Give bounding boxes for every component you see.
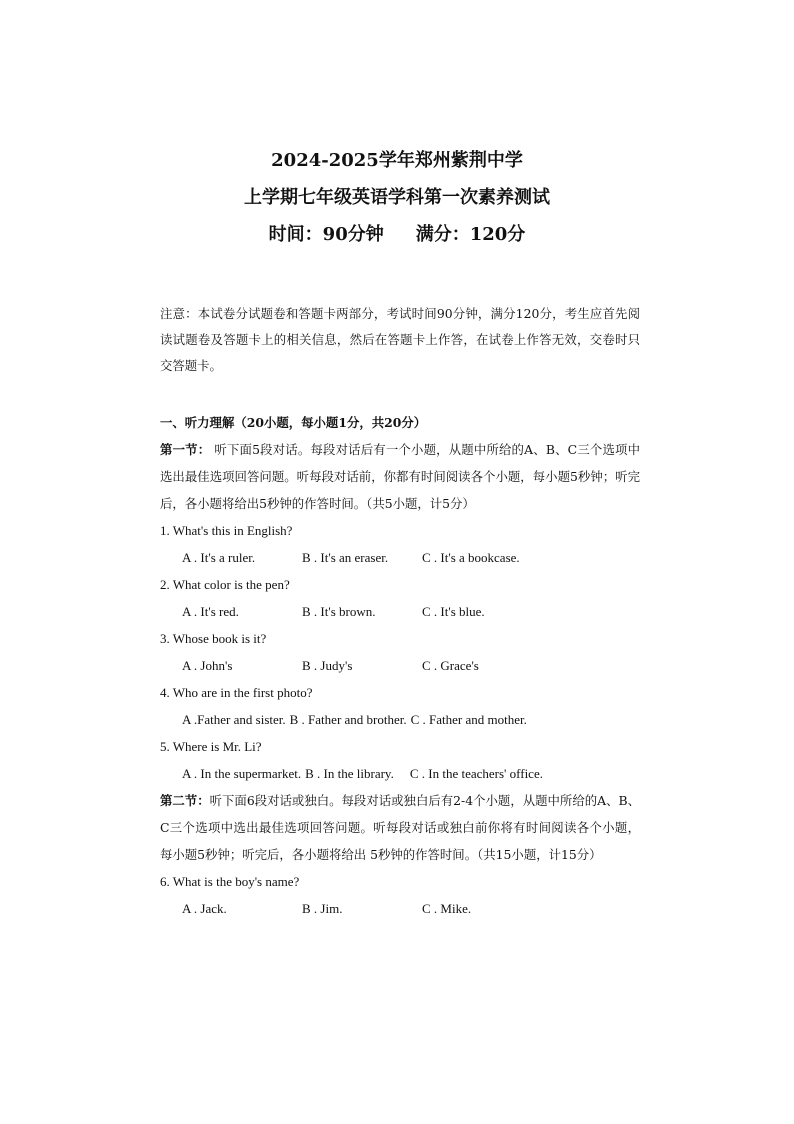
exam-notice: 注意：本试卷分试题卷和答题卡两部分，考试时间90分钟，满分120分，考生应首先阅读试题卷及答题卡上的相关信息，然后在答题卡上作答，在试卷上作答无效，交卷时只交答题卡。	[160, 306, 640, 373]
question-4-options	[160, 706, 640, 733]
option-c: C . Grace's	[422, 658, 479, 673]
question-3: 3. Whose book is it?	[160, 631, 267, 646]
part1-instructions	[160, 436, 640, 517]
question-6-options	[160, 895, 640, 922]
option-b: B . It's an eraser.	[302, 550, 389, 565]
section-title: 一、听力理解（20小题，每小题1分，共20分）	[160, 415, 427, 430]
option-a: A . Jack.	[182, 901, 227, 916]
option-c: C . Father and mother.	[410, 712, 527, 727]
exam-school-title: 2024-2025学年郑州紫荆中学	[271, 150, 523, 171]
part2-instructions	[160, 787, 640, 868]
question-5: 5. Where is Mr. Li?	[160, 739, 262, 754]
question-4: 4. Who are in the first photo?	[160, 685, 313, 700]
question-3-options	[160, 652, 640, 679]
part1-text: 听下面5段对话。每段对话后有一个小题，从题中所给的A、B、C三个选项中选出最佳选项回答问题。听每段对话前，你都有时间阅读各个小题，每小题5秒钟；听完后，各小题将给出5秒钟的作答时间。（共5小题，计5分）	[160, 442, 641, 511]
option-c: C . In the teachers' office.	[409, 766, 543, 781]
question-1-options	[160, 544, 640, 571]
option-a: A . It's a ruler.	[182, 550, 256, 565]
part2-label: 第二节：	[160, 793, 210, 808]
part1-label: 第一节：	[160, 442, 211, 457]
question-2-options	[160, 598, 640, 625]
option-b: B . Father and brother.	[289, 712, 407, 727]
exam-title-block	[0, 142, 794, 253]
question-2: 2. What color is the pen?	[160, 577, 290, 592]
option-a: A . It's red.	[182, 604, 239, 619]
listening-section	[160, 409, 640, 922]
option-b: B . Jim.	[302, 901, 343, 916]
option-c: C . It's blue.	[422, 604, 485, 619]
option-b: B . In the library.	[305, 766, 394, 781]
option-c: C . Mike.	[422, 901, 472, 916]
option-a: A . In the supermarket.	[182, 766, 302, 781]
exam-subject-title: 上学期七年级英语学科第一次素养测试	[244, 187, 550, 208]
option-b: B . Judy's	[302, 658, 353, 673]
option-a: A . John's	[182, 658, 233, 673]
exam-time: 时间：90分钟	[268, 224, 384, 245]
option-b: B . It's brown.	[302, 604, 376, 619]
option-c: C . It's a bookcase.	[422, 550, 520, 565]
question-1: 1. What's this in English?	[160, 523, 293, 538]
question-6: 6. What is the boy's name?	[160, 874, 300, 889]
question-5-options	[160, 760, 640, 787]
exam-full-score: 满分：120分	[415, 224, 526, 245]
exam-time-score-line	[0, 216, 794, 253]
part2-text: 听下面6段对话或独白。每段对话或独白后有2-4个小题，从题中所给的A、B、C三个选项中选出最佳选项回答问题。听每段对话或独白前你将有时间阅读各个小题，每小题5秒钟；听完后，各小题将给出 5秒钟的作答时间。（共15小题，计15分）	[160, 793, 640, 862]
option-a: A .Father and sister.	[182, 712, 286, 727]
